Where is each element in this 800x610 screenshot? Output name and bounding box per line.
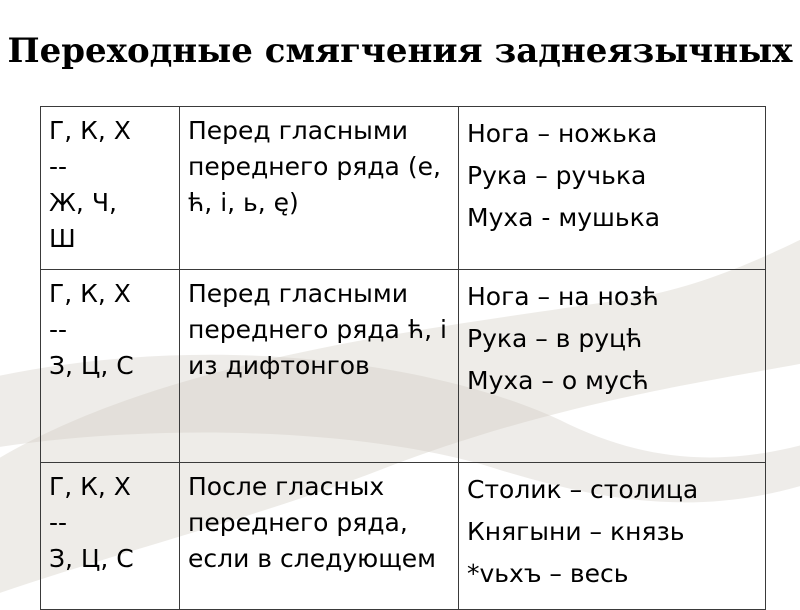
- condition-cell: После гласных переднего ряда, если в следующем: [180, 463, 459, 610]
- softening-table: [40, 106, 766, 610]
- example-item: Столик – столица: [467, 475, 699, 504]
- consonants-line: З, Ц, С: [49, 544, 134, 573]
- example-item: *vьхъ – весь: [467, 559, 629, 588]
- consonants-line: --: [49, 508, 68, 537]
- examples-cell: [459, 463, 766, 610]
- examples-cell: [459, 270, 766, 463]
- example-item: Рука – в руцћ: [467, 324, 643, 353]
- consonants-line: Ш: [49, 224, 76, 253]
- consonants-cell: [41, 270, 180, 463]
- example-item: Муха – о мусћ: [467, 366, 649, 395]
- examples-cell: [459, 107, 766, 270]
- table-row: [41, 463, 766, 610]
- example-item: Рука – ручька: [467, 161, 647, 190]
- example-item: Муха - мушька: [467, 203, 661, 232]
- example-item: Нога – на нозћ: [467, 282, 659, 311]
- consonants-line: З, Ц, С: [49, 351, 134, 380]
- condition-cell: Перед гласными переднего ряда (е, ћ, і, ь, ę): [180, 107, 459, 270]
- consonants-line: --: [49, 315, 68, 344]
- table-row: [41, 270, 766, 463]
- consonants-cell: [41, 463, 180, 610]
- slide-title: Переходные смягчения заднеязычных: [7, 31, 793, 71]
- example-item: Княгыни – князь: [467, 517, 685, 546]
- consonants-line: Ж, Ч,: [49, 188, 117, 217]
- consonants-line: Г, К, Х: [49, 116, 131, 145]
- consonants-line: Г, К, Х: [49, 472, 131, 501]
- consonants-line: Г, К, Х: [49, 279, 131, 308]
- consonants-line: --: [49, 152, 68, 181]
- condition-cell: Перед гласными переднего ряда ћ, і из дифтонгов: [180, 270, 459, 463]
- example-item: Нога – ножька: [467, 119, 658, 148]
- table-row: [41, 107, 766, 270]
- consonants-cell: [41, 107, 180, 270]
